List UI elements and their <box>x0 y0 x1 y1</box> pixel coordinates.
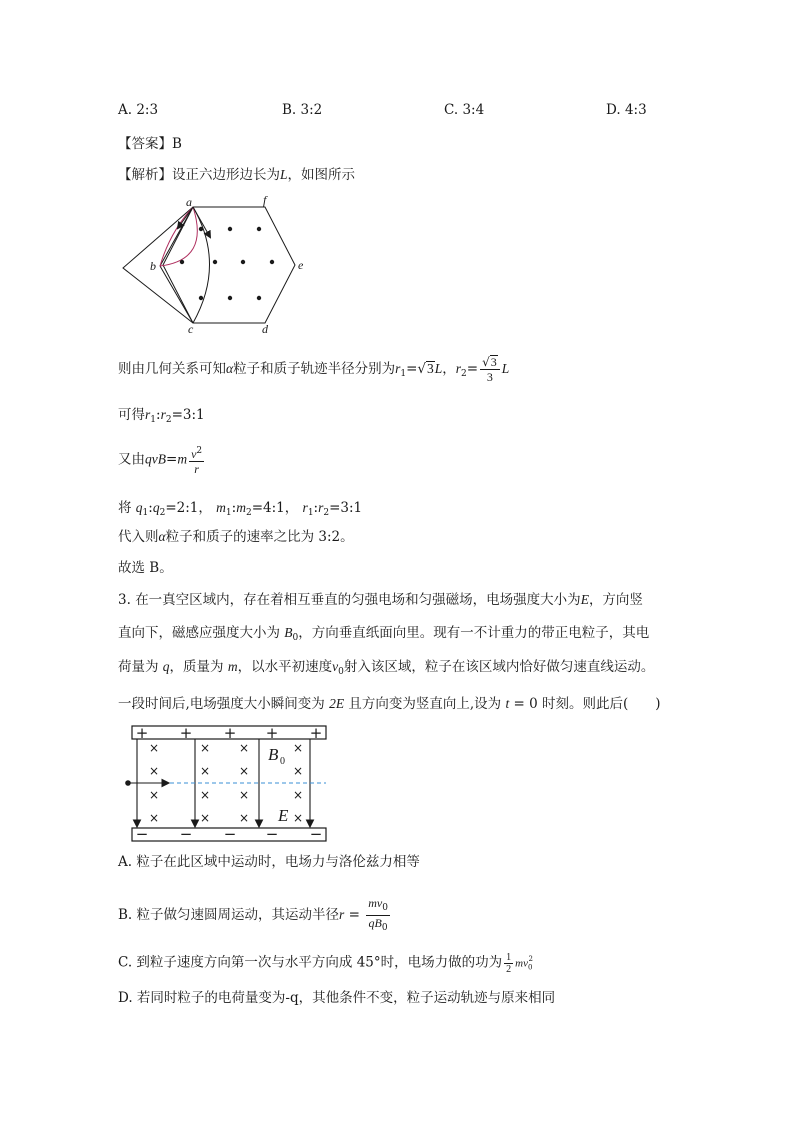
svg-text:×: × <box>148 741 160 755</box>
answer-label: 【答案】 <box>118 136 172 152</box>
option-c: C. 3:4 <box>444 102 485 118</box>
svg-text:−: − <box>223 825 237 843</box>
svg-text:×: × <box>238 788 250 802</box>
q3-line-2: 直向下，磁感应强度大小为 $B_0$，方向垂直纸面向里。现有一不计重力的带正电粒子，其电 <box>118 625 650 643</box>
svg-text:×: × <box>292 811 304 825</box>
q3-option-c: C. 到粒子速度方向第一次与水平方向成 45°时，电场力做的功为 $\frac{1}{2}$ $mv_0^2$ <box>118 951 533 975</box>
q3-option-a: A. 粒子在此区域中运动时，电场力与洛伦兹力相等 <box>118 854 420 870</box>
answer-value: B <box>172 136 182 152</box>
svg-text:−: − <box>135 825 149 843</box>
svg-text:0: 0 <box>280 756 285 767</box>
svg-text:−: − <box>265 825 279 843</box>
answer-line <box>118 134 182 154</box>
label-d: d <box>262 322 268 336</box>
svg-text:×: × <box>199 741 211 755</box>
analysis-substitution-line: 将 $q_1:q_2=2:1$， $m_1:m_2=4:1$， $r_1:r_2=3:1$ <box>118 500 363 518</box>
analysis-speed-line: 代入则α粒子和质子的速率之比为 3:2。 <box>118 529 354 545</box>
svg-text:×: × <box>292 788 304 802</box>
label-a: a <box>186 195 192 209</box>
svg-text:×: × <box>292 764 304 778</box>
label-c: c <box>188 322 194 336</box>
analysis-radius-line: 则由几何关系可知α粒子和质子轨迹半径分别为$r_1=√3L$，$r_2=$ $\frac{√3}{3}$ L <box>118 355 510 384</box>
svg-text:+: + <box>179 724 193 742</box>
svg-text:×: × <box>199 811 211 825</box>
svg-text:+: + <box>135 724 149 742</box>
svg-text:×: × <box>199 764 211 778</box>
option-d: D. 4:3 <box>606 102 647 118</box>
svg-text:×: × <box>238 764 250 778</box>
svg-text:×: × <box>238 741 250 755</box>
analysis-conclusion: 故选 B。 <box>118 560 173 576</box>
label-b: b <box>150 259 156 273</box>
label-E: E <box>278 806 289 825</box>
label-e: e <box>298 258 304 272</box>
svg-text:×: × <box>199 788 211 802</box>
label-f: f <box>263 193 267 207</box>
svg-text:−: − <box>309 825 323 843</box>
svg-text:×: × <box>148 764 160 778</box>
q3-line-4: 一段时间后,电场强度大小瞬间变为 2E 且方向变为竖直向上,设为 t = 0 时刻。则此后( ) <box>118 696 661 712</box>
svg-text:×: × <box>238 811 250 825</box>
svg-text:+: + <box>223 724 237 742</box>
option-a: A. 2:3 <box>118 102 159 118</box>
analysis-lorentz-line: 又由qvB=m $\frac{v^2}{r}$ <box>118 446 203 476</box>
q3-option-b: B. 粒子做匀速圆周运动，其运动半径r = $\frac{mv_0}{qB_0}$ <box>118 896 388 933</box>
svg-text:−: − <box>179 825 193 843</box>
option-b: B. 3:2 <box>282 102 323 118</box>
analysis-ratio-line: 可得$r_1:r_2=3:1$ <box>118 407 205 425</box>
analysis-intro: 【解析】设正六边形边长为L，如图所示 <box>118 167 356 183</box>
field-figure <box>120 722 330 844</box>
label-B0: B <box>268 745 279 764</box>
q3-line-1: 3. 在一真空区域内，存在着相互垂直的匀强电场和匀强磁场，电场强度大小为E，方向竖 <box>118 592 643 608</box>
q3-line-3: 荷量为 q，质量为 m，以水平初速度$v_0$射入该区域，粒子在该区域内恰好做匀速直线运动。 <box>118 659 655 677</box>
svg-text:+: + <box>265 724 279 742</box>
svg-text:×: × <box>148 811 160 825</box>
svg-text:+: + <box>309 724 323 742</box>
svg-text:×: × <box>148 788 160 802</box>
hexagon-figure <box>118 192 308 338</box>
q3-option-d: D. 若同时粒子的电荷量变为-q，其他条件不变，粒子运动轨迹与原来相同 <box>118 990 556 1006</box>
svg-text:×: × <box>292 741 304 755</box>
